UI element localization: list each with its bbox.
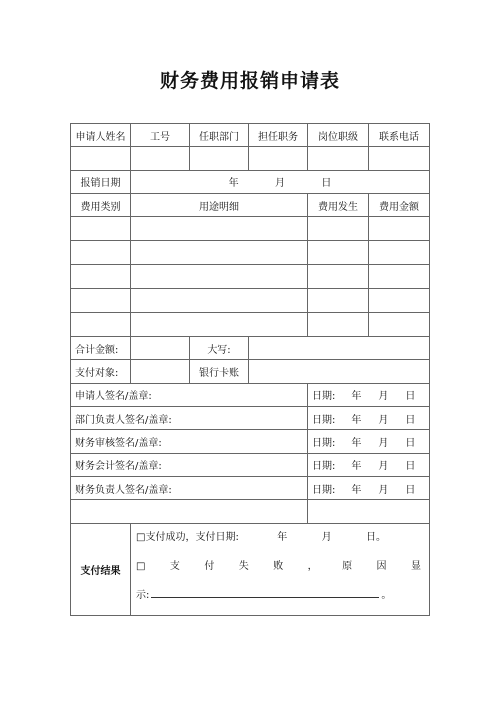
signature-date[interactable]	[308, 383, 430, 406]
expense-occur-cell[interactable]	[308, 289, 369, 313]
date-day: 日	[405, 391, 416, 403]
payment-fail-char: ，	[307, 561, 318, 573]
expense-occur-cell[interactable]	[308, 265, 369, 289]
payment-fail-line[interactable]	[131, 555, 429, 578]
expense-type-header: 费用类别	[71, 193, 131, 216]
expense-purpose-header: 用途明细	[131, 193, 308, 216]
date-label: 日期:	[312, 414, 336, 426]
expense-purpose-cell[interactable]	[131, 241, 308, 265]
signature-row	[71, 453, 430, 476]
signature-row	[71, 383, 430, 406]
signature-label[interactable]: 财务审核签名/盖章:	[71, 430, 308, 453]
signature-date[interactable]	[308, 476, 430, 499]
reason-underline[interactable]	[151, 587, 379, 598]
expense-occur-header: 费用发生	[308, 193, 369, 216]
payee-label: 支付对象:	[71, 360, 131, 383]
expense-amount-header: 费用金额	[369, 193, 430, 216]
rank-field[interactable]	[308, 147, 369, 170]
payment-success-text: □支付成功，支付日期:	[136, 532, 239, 544]
expense-type-cell[interactable]	[71, 265, 131, 289]
payment-reason-line[interactable]	[131, 584, 429, 607]
applicant-input-row	[71, 147, 430, 170]
expense-occur-cell[interactable]	[308, 313, 369, 337]
applicant-name-field[interactable]	[71, 147, 131, 170]
date-day: 日	[405, 484, 416, 496]
total-row	[71, 337, 430, 360]
date-day: 日	[405, 438, 416, 450]
payment-success-year: 年	[277, 532, 288, 544]
total-amount-label: 合计金额:	[71, 337, 131, 360]
payment-fail-char: 付	[204, 561, 215, 573]
payment-result-row	[71, 524, 430, 616]
form-title: 财务费用报销申请表	[159, 70, 340, 92]
reimb-date-field[interactable]	[131, 170, 430, 193]
date-year: 年	[351, 461, 362, 473]
date-month: 月	[378, 461, 389, 473]
date-year: 年	[351, 484, 362, 496]
date-label: 日期:	[312, 438, 336, 450]
employee-id-header: 工号	[131, 124, 190, 147]
date-label: 日期:	[312, 484, 336, 496]
signature-date[interactable]	[308, 453, 430, 476]
payment-fail-char: 显	[410, 561, 421, 573]
expense-amount-cell[interactable]	[369, 289, 430, 313]
signature-date[interactable]	[308, 407, 430, 430]
position-header: 担任职务	[249, 124, 308, 147]
payment-success-day: 日。	[365, 532, 386, 544]
expense-header-row	[71, 193, 430, 216]
signature-row	[71, 407, 430, 430]
expense-row	[71, 265, 430, 289]
signature-label[interactable]: 申请人签名/盖章:	[71, 383, 308, 406]
department-field[interactable]	[190, 147, 249, 170]
payment-fail-char: □	[136, 561, 146, 573]
date-day: 日	[405, 461, 416, 473]
total-amount-field[interactable]	[131, 337, 190, 360]
expense-purpose-cell[interactable]	[131, 217, 308, 241]
date-year: 年	[351, 414, 362, 426]
payee-field[interactable]	[131, 360, 190, 383]
expense-type-cell[interactable]	[71, 217, 131, 241]
date-day: 日	[405, 414, 416, 426]
signature-label[interactable]: 部门负责人签名/盖章:	[71, 407, 308, 430]
payment-result-cell	[131, 524, 430, 616]
expense-type-cell[interactable]	[71, 241, 131, 265]
expense-row	[71, 241, 430, 265]
reimbursement-form	[70, 123, 430, 616]
payment-success-month: 月	[321, 532, 332, 544]
expense-amount-cell[interactable]	[369, 217, 430, 241]
phone-header: 联系电话	[369, 124, 430, 147]
bank-account-field[interactable]	[249, 360, 430, 383]
rank-header: 岗位职级	[308, 124, 369, 147]
blank-cell[interactable]	[71, 500, 308, 524]
reimb-date-month: 月	[275, 178, 285, 190]
position-field[interactable]	[249, 147, 308, 170]
expense-occur-cell[interactable]	[308, 241, 369, 265]
expense-type-cell[interactable]	[71, 289, 131, 313]
applicant-name-header: 申请人姓名	[71, 124, 131, 147]
payment-result-label: 支付结果	[71, 524, 131, 616]
payment-reason-end: 。	[381, 590, 392, 602]
payment-success-line[interactable]	[131, 526, 429, 549]
date-month: 月	[378, 414, 389, 426]
signature-date[interactable]	[308, 430, 430, 453]
department-header: 任职部门	[190, 124, 249, 147]
date-month: 月	[378, 391, 389, 403]
expense-amount-cell[interactable]	[369, 313, 430, 337]
signature-label[interactable]: 财务负责人签名/盖章:	[71, 476, 308, 499]
date-year: 年	[351, 438, 362, 450]
date-label: 日期:	[312, 391, 336, 403]
expense-type-cell[interactable]	[71, 313, 131, 337]
blank-cell[interactable]	[308, 500, 430, 524]
payment-fail-char: 原	[342, 561, 353, 573]
employee-id-field[interactable]	[131, 147, 190, 170]
payment-fail-char: 失	[238, 561, 249, 573]
reimb-date-row	[71, 170, 430, 193]
expense-occur-cell[interactable]	[308, 217, 369, 241]
bank-account-label: 银行卡账	[190, 360, 249, 383]
expense-row	[71, 217, 430, 241]
expense-row	[71, 289, 430, 313]
payee-row	[71, 360, 430, 383]
signature-row	[71, 476, 430, 499]
expense-purpose-cell[interactable]	[131, 313, 308, 337]
signature-label[interactable]: 财务会计签名/盖章:	[71, 453, 308, 476]
date-month: 月	[378, 484, 389, 496]
reimb-date-year: 年	[228, 178, 239, 190]
date-label: 日期:	[312, 461, 336, 473]
blank-row	[71, 500, 430, 524]
date-year: 年	[351, 391, 362, 403]
reimb-date-label: 报销日期	[71, 170, 131, 193]
expense-amount-cell[interactable]	[369, 241, 430, 265]
date-month: 月	[378, 438, 389, 450]
expense-row	[71, 313, 430, 337]
expense-purpose-cell[interactable]	[131, 289, 308, 313]
applicant-header-row	[71, 124, 430, 147]
payment-fail-char: 支	[169, 561, 180, 573]
reimb-date-day: 日	[321, 178, 332, 190]
phone-field[interactable]	[369, 147, 430, 170]
capital-amount-field[interactable]	[249, 337, 430, 360]
payment-fail-char: 因	[376, 561, 387, 573]
payment-fail-char: 败	[273, 561, 284, 573]
expense-purpose-cell[interactable]	[131, 265, 308, 289]
payment-reason-prefix: 示:	[136, 590, 150, 602]
expense-amount-cell[interactable]	[369, 265, 430, 289]
capital-amount-label: 大写:	[190, 337, 249, 360]
signature-row	[71, 430, 430, 453]
